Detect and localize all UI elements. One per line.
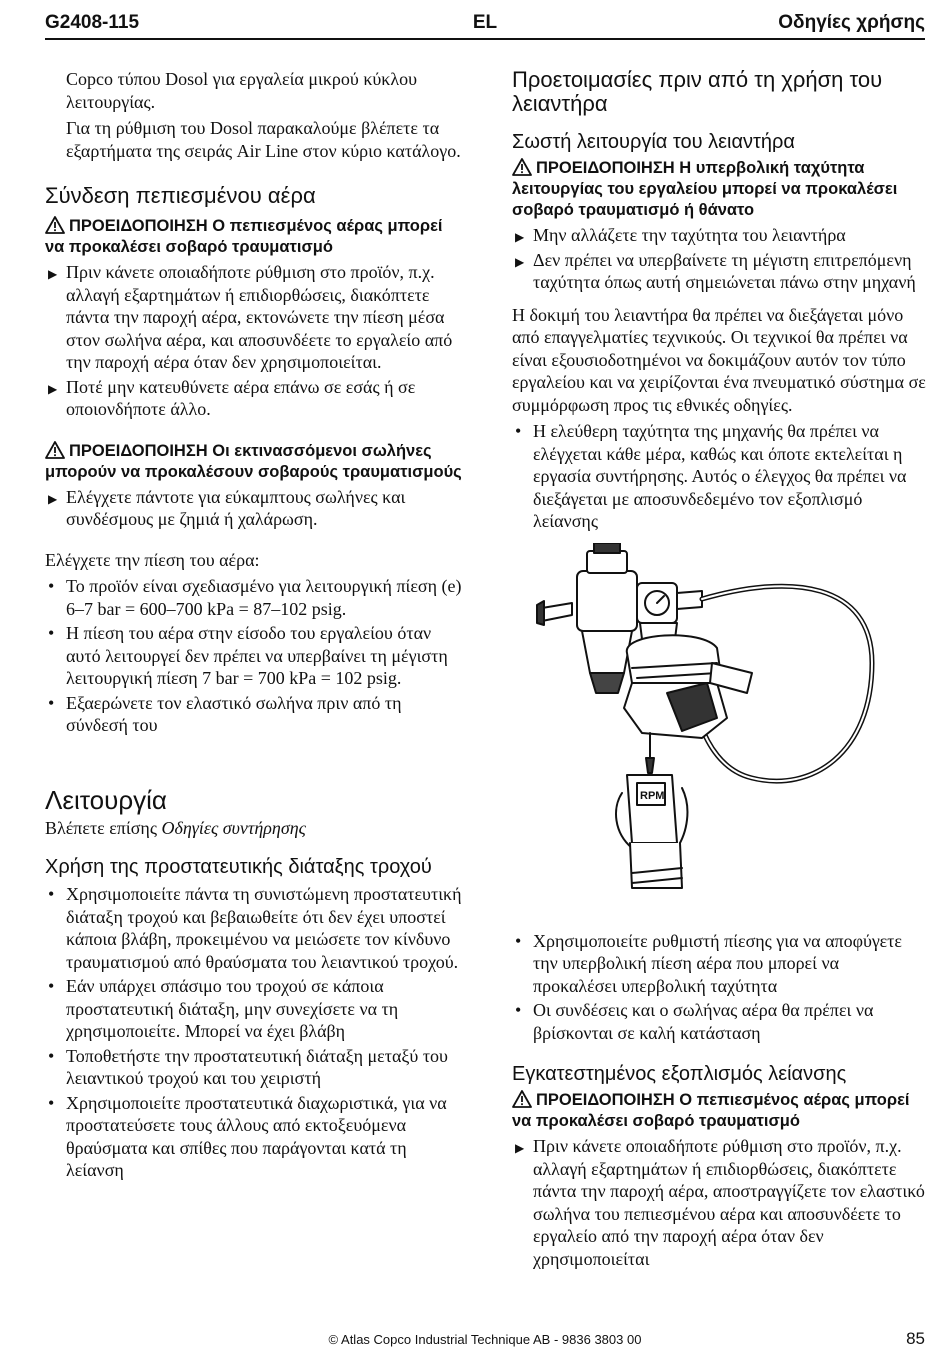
document-code: G2408-115 (45, 12, 140, 33)
round-bullet-icon: • (48, 976, 55, 996)
page-number: 85 (906, 1329, 925, 1348)
warning-hoses (45, 441, 465, 483)
pressure-list (45, 575, 465, 737)
list-item: ▶ Μην αλλάζετε την ταχύτητα του λειαντήρα (512, 224, 927, 247)
testing-paragraph: Η δοκιμή του λειαντήρα θα πρέπει να διεξάγεται μόνο από επαγγελματίες τεχνικούς. Οι τεχνικοί θα πρέπει να είναι εξουσιοδοτημένοι να δοκιμάζουν αυτόν τον τύπο εργαλείου και να χειρίζονται ένα πνευματικό σύστημα σε συμμόρφωση προς τις εθνικές οδηγίες. (512, 304, 926, 415)
air-connection-heading: Σύνδεση πεπιεσμένου αέρα (45, 183, 316, 208)
round-bullet-icon: • (48, 576, 55, 596)
after-figure-list (512, 930, 927, 1045)
warning-triangle-icon (512, 1090, 532, 1108)
list-item: ▶ Δεν πρέπει να υπερβαίνετε τη μέγιστη επιτρεπόμενη ταχύτητα όπως αυτή σημειώνεται πάνω στην μηχανή (515, 249, 916, 292)
operation-heading: Λειτουργία (45, 784, 167, 815)
warning-text: ΠΡΟΕΙΔΟΠΟΙΗΣΗ Οι εκτινασσόμενοι σωλήνες μπορούν να προκαλέσουν σοβαρούς τραυματισμούς (45, 441, 462, 481)
pressure-intro: Ελέγχετε την πίεση του αέρα: (45, 549, 260, 570)
warning-list (512, 224, 927, 294)
warning-compressed-air-2 (512, 1090, 927, 1132)
right-column (512, 68, 927, 1272)
list-item: • Εξαερώνετε τον ελαστικό σωλήνα πριν από τη σύνδεσή του (48, 692, 402, 735)
rpm-label: RPM (640, 789, 665, 802)
grinder-speed-test-illustration (532, 543, 912, 908)
round-bullet-icon: • (515, 421, 522, 441)
warning-text: ΠΡΟΕΙΔΟΠΟΙΗΣΗ Ο πεπιεσμένος αέρας μπορεί να προκαλέσει σοβαρό τραυματισμό (512, 1091, 910, 1130)
list-item: • Η πίεση του αέρα στην είσοδο του εργαλείου όταν αυτό λειτουργεί δεν πρέπει να υπερβαίνει τη μέγιστη λειτουργική πίεση 7 bar = 700 kPa = 102 psig. (48, 623, 448, 688)
round-bullet-icon: • (48, 1045, 55, 1066)
warning-triangle-icon (512, 158, 532, 176)
round-bullet-icon: • (515, 930, 522, 951)
guard-heading: Χρήση της προστατευτικής διάταξης τροχού (45, 856, 432, 878)
left-column (45, 68, 465, 1184)
right-triangle-bullet-icon: ▶ (515, 230, 525, 244)
list-item: • Οι συνδέσεις και ο σωλήνας αέρα θα πρέπει να βρίσκονται σε καλή κατάσταση (515, 1000, 874, 1043)
warning-triangle-icon (45, 216, 65, 234)
warning-list (512, 1135, 927, 1270)
right-triangle-bullet-icon: ▶ (48, 267, 58, 281)
language-code: EL (472, 12, 498, 33)
right-triangle-bullet-icon: ▶ (515, 254, 525, 269)
round-bullet-icon: • (48, 1092, 55, 1113)
warning-triangle-icon (45, 441, 65, 459)
round-bullet-icon: • (48, 884, 55, 904)
installed-equipment-heading: Εγκατεστημένος εξοπλισμός λείανσης (512, 1063, 847, 1085)
list-item: ▶ Πριν κάνετε οποιαδήποτε ρύθμιση στο προϊόν, π.χ. αλλαγή εξαρτημάτων ή επιδιορθώσεις, διακόπτετε πάντα την παροχή αέρα, αποστραγγίζετε τον ελαστικό σωλήνα του πεπιεσμένου αέρα και αποσυνδέετε το εργαλείο από την παροχή αέρα όταν δεν χρησιμοποιείται (515, 1136, 925, 1269)
list-item: ▶ Ποτέ μην κατευθύνετε αέρα επάνω σε εσάς ή σε οποιονδήποτε άλλο. (48, 376, 416, 419)
warning-list (45, 486, 465, 531)
list-item: • Το προϊόν είναι σχεδιασμένο για λειτουργική πίεση (e) 6–7 bar = 600–700 kPa = 87–102 psig. (48, 576, 462, 619)
list-item: • Τοποθετήστε την προστατευτική διάταξη μεταξύ του λειαντικού τροχού και του χειριστή (48, 1045, 448, 1088)
list-item: • Χρησιμοποιείτε ρυθμιστή πίεσης για να αποφύγετε την υπερβολική πίεση αέρα που μπορεί να προκαλέσει υπερβολική ταχύτητα (515, 930, 902, 996)
list-item: • Εάν υπάρχει σπάσιμο του τροχού σε κάποια προστατευτική διάταξη, μην συνεχίσετε να τη χρησιμοποιείτε. Μπορεί να έχει βλάβη (48, 976, 399, 1041)
warning-text: ΠΡΟΕΙΔΟΠΟΙΗΣΗ Ο πεπιεσμένος αέρας μπορεί να προκαλέσει σοβαρό τραυματισμό (45, 217, 443, 256)
list-item: • Χρησιμοποιείτε προστατευτικά διαχωριστικά, για να προστατεύσετε τους άλλους από εκτοξευόμενα θραύσματα και σπίθες που παράγονται κατά τη λείανση (48, 1092, 447, 1180)
guard-list (45, 883, 465, 1182)
document-title: Οδηγίες χρήσης (778, 12, 925, 33)
warning-text: ΠΡΟΕΙΔΟΠΟΙΗΣΗ Η υπερβολική ταχύτητα λειτουργίας του εργαλείου μπορεί να προκαλέσει σοβαρό τραυματισμό ή θάνατο (512, 159, 898, 219)
list-item: ▶ Πριν κάνετε οποιαδήποτε ρύθμιση στο προϊόν, π.χ. αλλαγή εξαρτημάτων ή επιδιορθώσεις, διακόπτετε πάντα την παροχή αέρα, εκτονώνετε την πίεση μέσα στον σωλήνα αέρα, και αποσυνδέετε το εργαλείο από την παροχή αέρα όταν δεν χρησιμοποιείται. (48, 262, 453, 372)
preparation-heading: Προετοιμασίες πριν από τη χρήση του λειαντήρα (512, 67, 883, 116)
correct-operation-heading: Σωστή λειτουργία του λειαντήρα (512, 131, 795, 153)
copyright-notice: © Atlas Copco Industrial Technique AB - 9836 3803 00 (328, 1332, 642, 1347)
testing-list (512, 420, 927, 533)
page-header (45, 10, 925, 40)
warning-overspeed (512, 158, 927, 221)
right-triangle-bullet-icon: ▶ (48, 381, 58, 396)
round-bullet-icon: • (515, 1000, 522, 1020)
intro-paragraph-2: Για τη ρύθμιση του Dosol παρακαλούμε βλέπετε τα εξαρτήματα της σειράς Air Line στον κύριο κατάλογο. (66, 118, 461, 161)
see-also-reference: Οδηγίες συντήρησης (161, 817, 306, 838)
list-item: ▶ Ελέγχετε πάντοτε για εύκαμπτους σωλήνες και συνδέσμους με ζημιά ή χαλάρωση. (48, 486, 406, 529)
warning-compressed-air (45, 216, 465, 258)
list-item: • Χρησιμοποιείτε πάντα τη συνιστώμενη προστατευτική διάταξη τροχού και βεβαιωθείτε ότι δεν έχει υποστεί κάποια βλάβη, προκειμένου να μειώσετε τον κίνδυνο τραυματισμού από θραύσματα του λειαντικού τροχού. (48, 884, 462, 972)
round-bullet-icon: • (48, 692, 55, 713)
see-also: Βλέπετε επίσης Οδηγίες συντήρησης (45, 817, 306, 838)
intro-paragraph-1: Copco τύπου Dosol για εργαλεία μικρού κύκλου λειτουργίας. (66, 69, 418, 112)
warning-list (45, 261, 465, 421)
right-triangle-bullet-icon: ▶ (48, 491, 58, 506)
right-triangle-bullet-icon: ▶ (515, 1141, 525, 1155)
list-item: • Η ελεύθερη ταχύτητα της μηχανής θα πρέπει να ελέγχεται κάθε μέρα, καθώς και όποτε εκτελείται η εργασία συντήρησης. Αυτός ο έλεγχος θα πρέπει να διεξάγεται με αποσυνδεδεμένο τον εξοπλισμό λείανσης (515, 421, 907, 531)
round-bullet-icon: • (48, 623, 55, 643)
page-footer (45, 1330, 925, 1350)
